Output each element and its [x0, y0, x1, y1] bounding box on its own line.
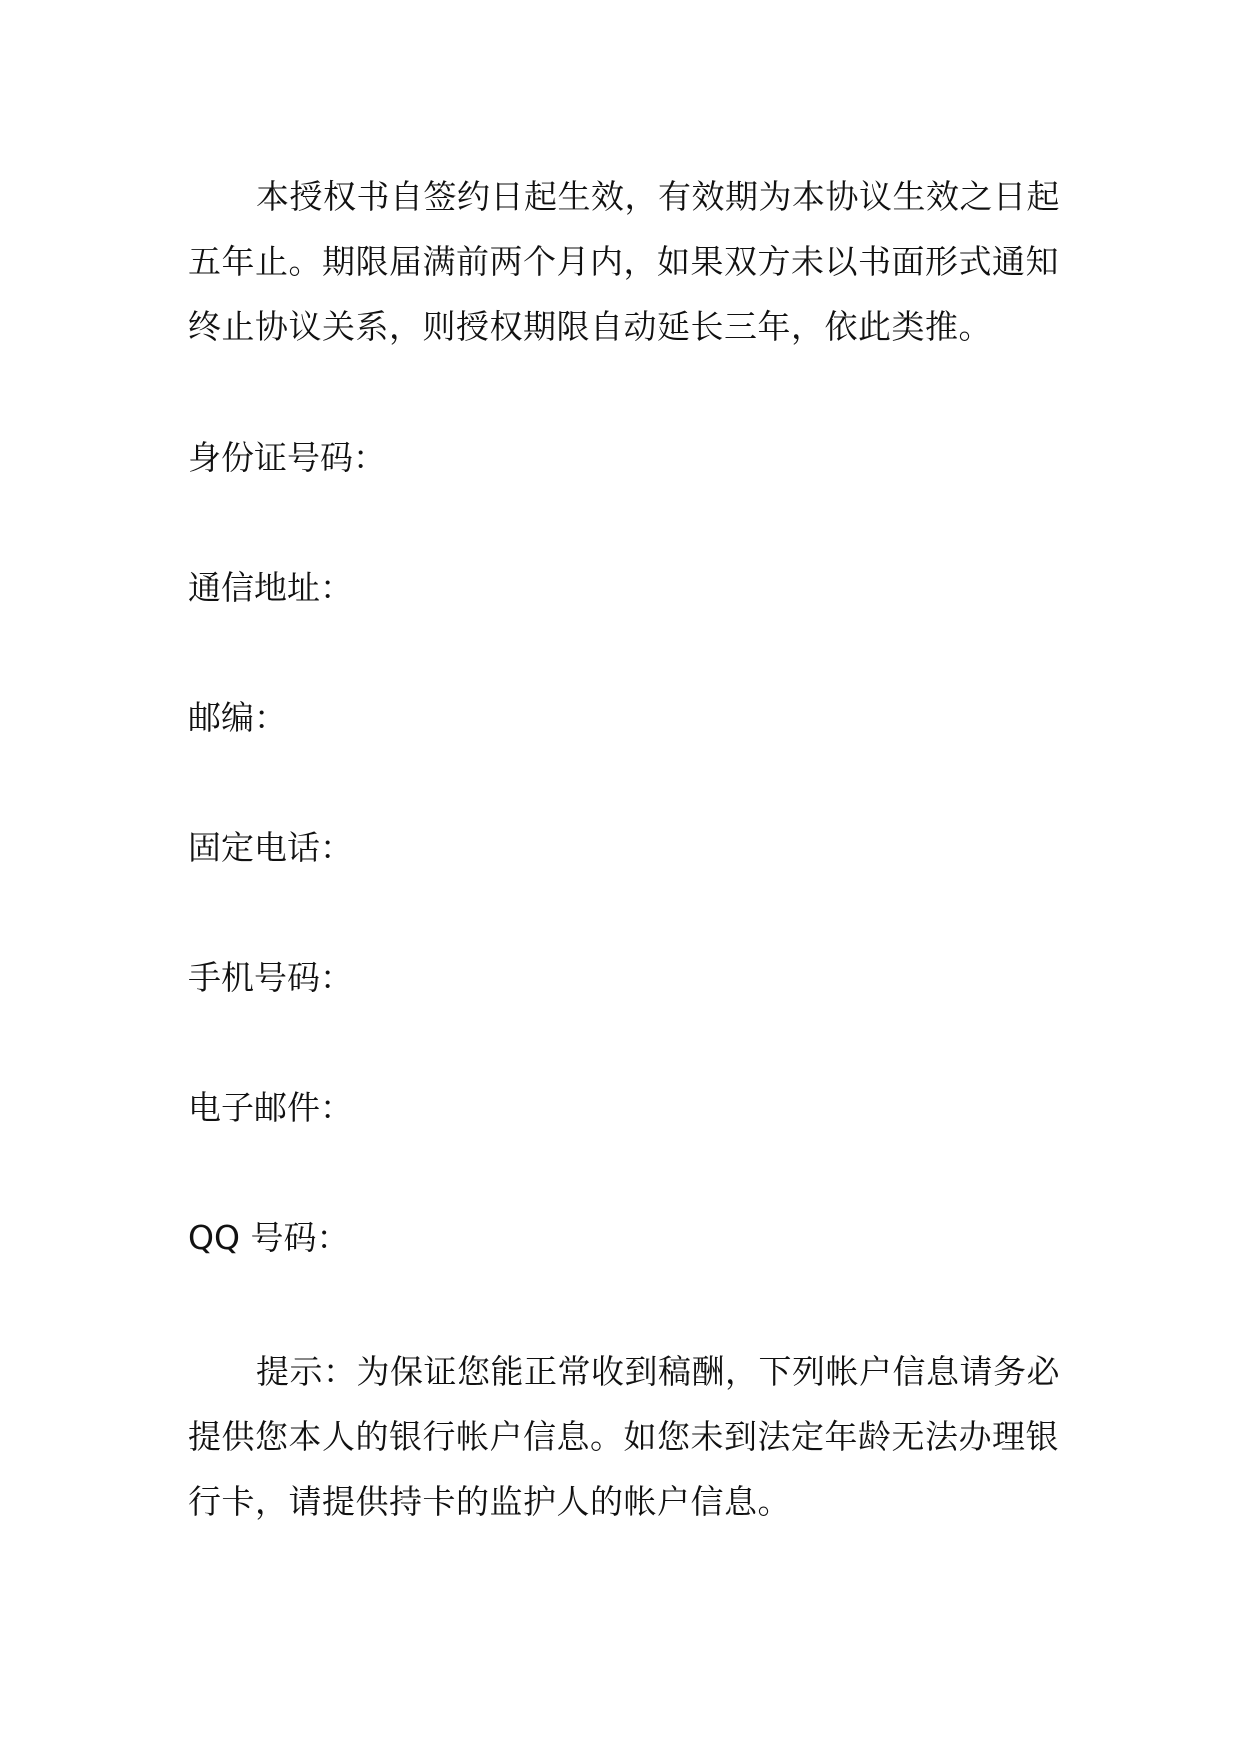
email-label: 电子邮件： [188, 1088, 353, 1127]
qq-number-label: QQ 号码： [188, 1218, 350, 1257]
landline-phone-label: 固定电话： [188, 828, 353, 867]
validity-paragraph: 本授权书自签约日起生效，有效期为本协议生效之日起五年止。期限届满前两个月内，如果双方未以书面形式通知终止协议关系，则授权期限自动延长三年，依此类推。 [188, 177, 1060, 346]
id-number-label: 身份证号码： [188, 438, 386, 477]
tip-paragraph: 提示：为保证您能正常收到稿酬，下列帐户信息请务必提供您本人的银行帐户信息。如您未到法定年龄无法办理银行卡，请提供持卡的监护人的帐户信息。 [188, 1352, 1060, 1521]
mobile-number-label: 手机号码： [188, 958, 353, 997]
postal-code-label: 邮编： [188, 698, 287, 737]
mailing-address-label: 通信地址： [188, 568, 353, 607]
